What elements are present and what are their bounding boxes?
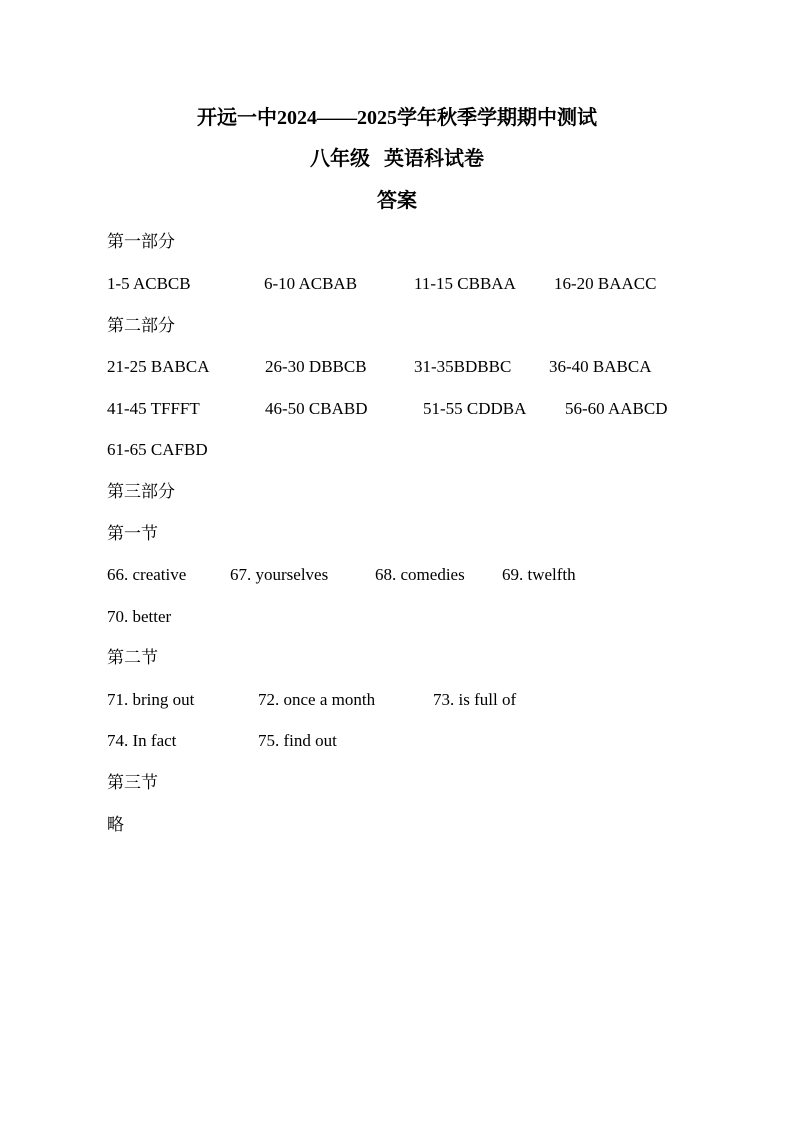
- subject-label: 英语科试卷: [384, 148, 484, 170]
- answer-group: 36-40 BABCA: [549, 357, 652, 376]
- answer-group: 31-35BDBBC: [414, 357, 512, 376]
- answer-item: 71. bring out: [107, 690, 195, 709]
- part3-heading: 第三部分: [107, 482, 175, 501]
- answer-item: 66. creative: [107, 565, 187, 584]
- answer-group: 1-5 ACBCB: [107, 274, 191, 293]
- answer-item: 68. comedies: [375, 565, 465, 584]
- section1-heading: 第一节: [107, 524, 158, 543]
- answer-item: 75. find out: [258, 731, 337, 750]
- answer-group: 6-10 ACBAB: [264, 274, 358, 293]
- answer-group: 51-55 CDDBA: [423, 399, 527, 418]
- document-title: 开远一中2024——2025学年秋季学期期中测试: [197, 107, 597, 129]
- answer-item: 73. is full of: [433, 690, 517, 709]
- answer-item: 70. better: [107, 607, 172, 626]
- part2-heading: 第二部分: [107, 316, 175, 335]
- answer-item: 67. yourselves: [230, 565, 329, 584]
- answer-item: 69. twelfth: [502, 565, 576, 584]
- answer-group: 16-20 BAACC: [554, 274, 657, 293]
- answer-group: 46-50 CBABD: [265, 399, 368, 418]
- answer-group: 21-25 BABCA: [107, 357, 210, 376]
- answer-group: 11-15 CBBAA: [414, 274, 516, 293]
- answer-group: 41-45 TFFFT: [107, 399, 200, 418]
- answer-group: 26-30 DBBCB: [265, 357, 367, 376]
- grade-label: 八年级: [310, 148, 370, 170]
- answer-item: 74. In fact: [107, 731, 177, 750]
- section3-heading: 第三节: [107, 773, 158, 792]
- answer-item: 72. once a month: [258, 690, 376, 709]
- section2-heading: 第二节: [107, 648, 158, 667]
- section3-answer: 略: [107, 815, 124, 834]
- answer-key-heading: 答案: [377, 190, 417, 212]
- document-subtitle: [0, 147, 794, 171]
- answer-group: 61-65 CAFBD: [107, 440, 208, 459]
- answer-group: 56-60 AABCD: [565, 399, 668, 418]
- part1-heading: 第一部分: [107, 232, 175, 251]
